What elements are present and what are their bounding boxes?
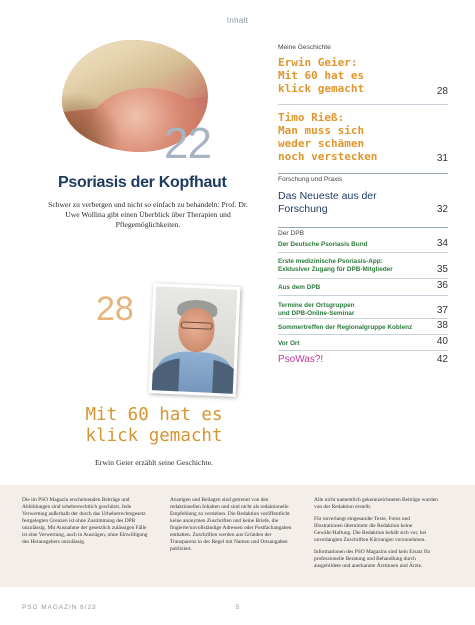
toc-entry[interactable]: Das Neueste aus der Forschung: [278, 190, 377, 215]
portrait-photo: [149, 283, 241, 397]
toc-page-number: 31: [436, 153, 448, 164]
toc-page-number: 32: [436, 204, 448, 215]
toc-page-number: 40: [436, 336, 448, 347]
toc-entry[interactable]: Erwin Geier: Mit 60 hat es klick gemacht: [278, 56, 365, 95]
toc-entry[interactable]: Aus dem DPB: [278, 284, 321, 291]
toc-section-label: Der DPB: [278, 230, 448, 237]
page-header-title: Inhalt: [226, 16, 249, 25]
toc-entry[interactable]: Timo Rieß: Man muss sich weder schämen noch verstecken: [278, 111, 378, 163]
feature-page-number: 22: [164, 119, 211, 168]
toc-page-number: 35: [436, 264, 448, 275]
toc-page-number: 28: [436, 86, 448, 97]
info-column: Alle nicht namentlich gekennzeichneten Beiträge wurden von der Redaktion erstellt. Für unverlangt eingesandte Texte, Fotos und Illustrationen übernimmt die Redaktion keine Gewähr/Haftung. Die Redaktion behält sich vor, bei unverlangten Zuschriften Kürzungen vorzunehmen. Informationen des PSO Magazins sind kein Ersatz für professionelle Beratung und Behandlung durch ausgebildete und anerkannte Ärztinnen und Ärzte.: [314, 497, 438, 569]
feature-description: Erwin Geier erzählt seine Geschichte.: [95, 458, 213, 467]
feature-title[interactable]: Psoriasis der Kopfhaut: [58, 174, 227, 191]
toc-entry[interactable]: Vor Ort: [278, 340, 300, 347]
toc-section-label: Meine Geschichte: [278, 44, 331, 51]
toc-entry[interactable]: Sommertreffen der Regionalgruppe Koblenz: [278, 324, 413, 331]
toc-entry[interactable]: Der Deutsche Psoriasis Bund: [278, 241, 368, 248]
feature-description: Schwer zu verbergen und nicht so einfach zu behandeln: Prof. Dr. Uwe Wollina gibt einen Überblick über Therapien und Pflegemöglichkeiten.: [48, 200, 248, 229]
feature-page-number: 28: [96, 290, 134, 328]
toc-page-number: 42: [436, 354, 448, 365]
toc-entry[interactable]: Erste medizinische Psoriasis-App: Exklusiver Zugang für DPB-Mitglieder: [278, 258, 393, 274]
toc-page-number: 36: [436, 280, 448, 291]
feature-title[interactable]: Mit 60 hat es klick gemacht: [85, 405, 223, 446]
toc-entry[interactable]: Termine der Ortsgruppen und DPB-Online-Seminar: [278, 302, 355, 318]
info-column: Anzeigen und Beilagen sind getrennt von den redaktionellen Inhalten und sind nicht als redaktionelle Empfehlung zu verstehen. Die Redaktion veröffentlicht keine anonymen Zuschriften und keine Briefe, die fingierte/unvollständige Adressen oder Postfachangaben enthalten. Zuschriften werden aus Gründen der Transparenz in der Regel mit Namen und Ortsangaben publiziert.: [170, 497, 292, 552]
page-number: 5: [235, 604, 240, 611]
toc-page-number: 37: [436, 305, 448, 316]
magazine-issue: PSO MAGAZIN 6/23: [22, 604, 97, 611]
toc-page-number: 38: [436, 320, 448, 331]
toc-page-number: 34: [436, 238, 448, 249]
info-column: Die im PSO Magazin erscheinenden Beiträge und Abbildungen sind urheberrechtlich geschützt. Jede Verwertung außerhalb der durch das Urheberrechtsgesetz festgelegten Grenzen ist ohne Zustimmung des DPB unzulässig. Mit Ausnahme der gesetzlich zulässigen Fälle ist eine Verwertung, auch in Auszügen, ohne Einwilligung des Herausgebers unzulässig.: [22, 497, 148, 545]
toc-entry[interactable]: PsoWas?!: [278, 354, 324, 365]
toc-section-label: Forschung und Praxis: [278, 176, 448, 183]
